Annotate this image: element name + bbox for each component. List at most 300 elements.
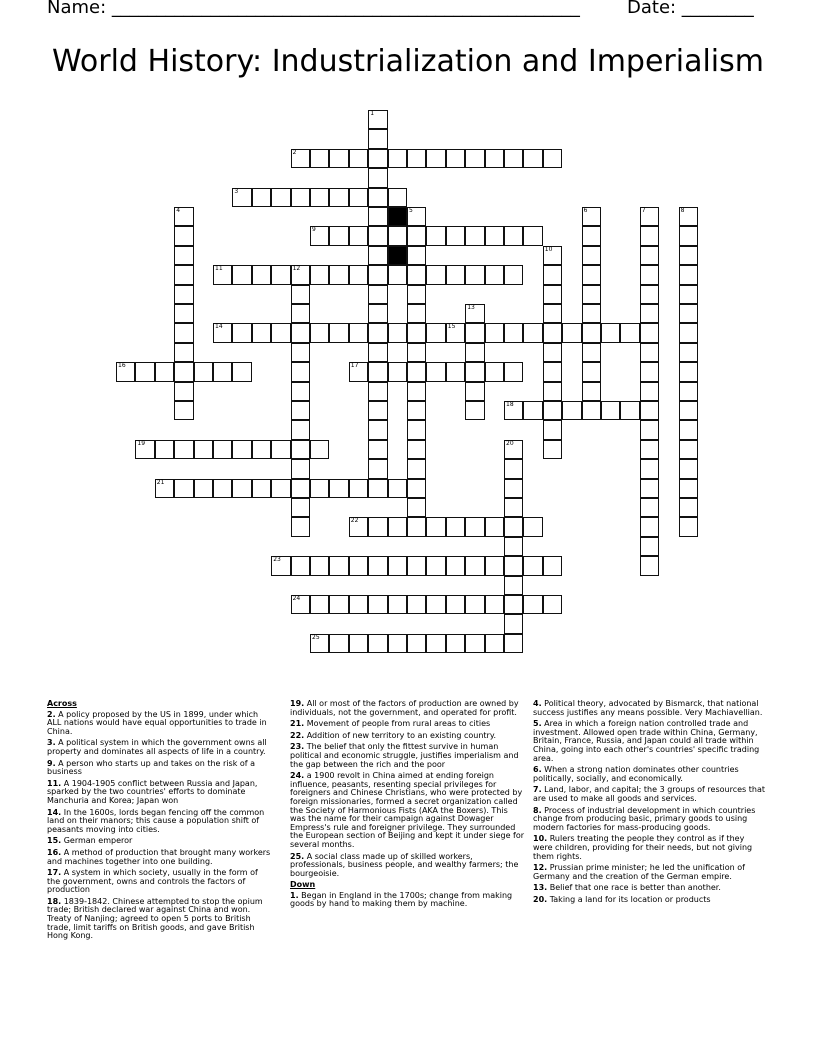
crossword-cell[interactable] [368, 129, 387, 148]
crossword-cell[interactable] [329, 556, 348, 575]
crossword-cell[interactable] [446, 265, 465, 284]
crossword-cell[interactable] [291, 556, 310, 575]
crossword-cell[interactable] [388, 265, 407, 284]
crossword-cell[interactable] [407, 479, 426, 498]
crossword-cell[interactable] [465, 149, 484, 168]
crossword-cell[interactable] [543, 595, 562, 614]
crossword-cell[interactable] [620, 401, 639, 420]
crossword-cell[interactable] [310, 323, 329, 342]
crossword-cell[interactable] [543, 149, 562, 168]
crossword-cell[interactable] [194, 362, 213, 381]
crossword-cell[interactable] [504, 537, 523, 556]
crossword-cell[interactable] [310, 595, 329, 614]
crossword-cell[interactable] [213, 362, 232, 381]
crossword-cell[interactable] [465, 634, 484, 653]
crossword-cell[interactable] [368, 459, 387, 478]
crossword-cell[interactable] [349, 265, 368, 284]
crossword-cell[interactable] [368, 595, 387, 614]
crossword-cell[interactable] [543, 556, 562, 575]
crossword-cell[interactable] [504, 440, 523, 459]
clue-item [290, 892, 525, 909]
crossword-cell[interactable] [368, 440, 387, 459]
crossword-cell[interactable] [135, 362, 154, 381]
clue-number: 21 [156, 478, 165, 486]
crossword-cell[interactable] [271, 479, 290, 498]
crossword-cell[interactable] [116, 362, 135, 381]
crossword-cell[interactable] [310, 479, 329, 498]
crossword-cell[interactable] [407, 362, 426, 381]
crossword-cell[interactable] [291, 304, 310, 323]
crossword-cell[interactable] [349, 323, 368, 342]
crossword-cell[interactable] [291, 188, 310, 207]
clue-item [290, 700, 525, 717]
crossword-cell[interactable] [504, 401, 523, 420]
crossword-cell[interactable] [388, 323, 407, 342]
crossword-cell[interactable] [485, 362, 504, 381]
clue-number: 7 [641, 207, 646, 214]
crossword-cell[interactable] [310, 226, 329, 245]
crossword-cell[interactable] [310, 265, 329, 284]
crossword-cell[interactable] [504, 595, 523, 614]
clue-text: A 1904-1905 conflict between Russia and Japan, sparked by the two countries' efforts to dominate Manchuria and Korea; Japan won [47, 778, 258, 805]
crossword-cell[interactable] [310, 440, 329, 459]
crossword-cell[interactable] [465, 401, 484, 420]
crossword-cell[interactable] [407, 343, 426, 362]
crossword-cell[interactable] [329, 149, 348, 168]
crossword-cell[interactable] [252, 265, 271, 284]
crossword-cell[interactable] [504, 323, 523, 342]
crossword-cell[interactable] [368, 362, 387, 381]
crossword-cell[interactable] [368, 168, 387, 187]
crossword-cell[interactable] [582, 362, 601, 381]
crossword-cell[interactable] [291, 362, 310, 381]
crossword-cell[interactable] [407, 323, 426, 342]
crossword-cell[interactable] [426, 323, 445, 342]
crossword-cell[interactable] [388, 479, 407, 498]
crossword-cell[interactable] [679, 362, 698, 381]
name-field[interactable]: Name: ____________________________________________________ [47, 0, 580, 18]
crossword-cell[interactable] [426, 517, 445, 536]
crossword-cell[interactable] [349, 149, 368, 168]
crossword-cell[interactable] [523, 149, 542, 168]
crossword-cell[interactable] [504, 614, 523, 633]
crossword-cell[interactable] [465, 595, 484, 614]
crossword-cell[interactable] [426, 556, 445, 575]
crossword-cell[interactable] [291, 265, 310, 284]
crossword-cell[interactable] [388, 556, 407, 575]
crossword-cell[interactable] [310, 556, 329, 575]
crossword-cell[interactable] [601, 323, 620, 342]
crossword-cell[interactable] [562, 323, 581, 342]
crossword-cell[interactable] [291, 285, 310, 304]
clue-text: Began in England in the 1700s; change from making goods by hand to making them by machine. [290, 890, 513, 909]
crossword-cell[interactable] [407, 226, 426, 245]
crossword-cell[interactable] [174, 207, 193, 226]
crossword-cell[interactable] [271, 440, 290, 459]
crossword-cell[interactable] [368, 479, 387, 498]
crossword-cell[interactable] [504, 265, 523, 284]
crossword-cell[interactable] [543, 362, 562, 381]
crossword-cell[interactable] [679, 401, 698, 420]
crossword-cell[interactable] [291, 479, 310, 498]
crossword-cell[interactable] [679, 285, 698, 304]
crossword-cell[interactable] [465, 517, 484, 536]
crossword-cell[interactable] [368, 265, 387, 284]
crossword-cell[interactable] [640, 285, 659, 304]
black-square [388, 207, 407, 226]
crossword-cell[interactable] [349, 634, 368, 653]
crossword-cell[interactable] [679, 207, 698, 226]
crossword-cell[interactable] [446, 362, 465, 381]
crossword-cell[interactable] [271, 188, 290, 207]
crossword-cell[interactable] [679, 479, 698, 498]
crossword-cell[interactable] [601, 401, 620, 420]
clue-item [290, 772, 525, 849]
crossword-cell[interactable] [368, 149, 387, 168]
crossword-cell[interactable] [368, 382, 387, 401]
crossword-cell[interactable] [640, 479, 659, 498]
crossword-cell[interactable] [213, 265, 232, 284]
crossword-cell[interactable] [291, 595, 310, 614]
crossword-cell[interactable] [349, 595, 368, 614]
crossword-cell[interactable] [135, 440, 154, 459]
crossword-cell[interactable] [504, 576, 523, 595]
crossword-cell[interactable] [582, 304, 601, 323]
crossword-cell[interactable] [407, 595, 426, 614]
crossword-cell[interactable] [504, 362, 523, 381]
crossword-cell[interactable] [485, 634, 504, 653]
crossword-cell[interactable] [523, 226, 542, 245]
crossword-cell[interactable] [640, 440, 659, 459]
crossword-cell[interactable] [368, 285, 387, 304]
crossword-cell[interactable] [349, 479, 368, 498]
crossword-cell[interactable] [232, 479, 251, 498]
crossword-cell[interactable] [582, 343, 601, 362]
crossword-cell[interactable] [446, 149, 465, 168]
crossword-cell[interactable] [543, 420, 562, 439]
crossword-cell[interactable] [291, 420, 310, 439]
crossword-cell[interactable] [329, 634, 348, 653]
crossword-cell[interactable] [582, 226, 601, 245]
crossword-cell[interactable] [329, 188, 348, 207]
crossword-cell[interactable] [640, 556, 659, 575]
crossword-cell[interactable] [291, 149, 310, 168]
crossword-cell[interactable] [368, 110, 387, 129]
crossword-cell[interactable] [329, 595, 348, 614]
crossword-cell[interactable] [640, 401, 659, 420]
crossword-cell[interactable] [407, 246, 426, 265]
crossword-cell[interactable] [543, 440, 562, 459]
crossword-cell[interactable] [504, 459, 523, 478]
crossword-cell[interactable] [523, 401, 542, 420]
crossword-cell[interactable] [504, 634, 523, 653]
crossword-cell[interactable] [543, 285, 562, 304]
crossword-cell[interactable] [485, 226, 504, 245]
crossword-cell[interactable] [620, 323, 639, 342]
crossword-cell[interactable] [543, 382, 562, 401]
crossword-cell[interactable] [368, 401, 387, 420]
crossword-cell[interactable] [174, 285, 193, 304]
crossword-cell[interactable] [232, 440, 251, 459]
crossword-cell[interactable] [368, 304, 387, 323]
crossword-cell[interactable] [504, 149, 523, 168]
crossword-cell[interactable] [465, 343, 484, 362]
crossword-cell[interactable] [407, 149, 426, 168]
crossword-cell[interactable] [465, 226, 484, 245]
crossword-cell[interactable] [640, 304, 659, 323]
crossword-cell[interactable] [388, 595, 407, 614]
clue-number: 25 [312, 633, 320, 641]
page-title: World History: Industrialization and Imperialism [52, 44, 764, 79]
crossword-cell[interactable] [174, 226, 193, 245]
crossword-cell[interactable] [679, 265, 698, 284]
crossword-cell[interactable] [194, 440, 213, 459]
crossword-cell[interactable] [174, 362, 193, 381]
crossword-cell[interactable] [155, 362, 174, 381]
crossword-cell[interactable] [504, 556, 523, 575]
crossword-cell[interactable] [640, 459, 659, 478]
crossword-cell[interactable] [407, 207, 426, 226]
clue-number: 22 [350, 517, 359, 525]
crossword-cell[interactable] [407, 517, 426, 536]
crossword-cell[interactable] [388, 362, 407, 381]
clue-item [533, 896, 765, 905]
crossword-cell[interactable] [465, 265, 484, 284]
crossword-cell[interactable] [679, 498, 698, 517]
crossword-cell[interactable] [640, 207, 659, 226]
crossword-cell[interactable] [213, 479, 232, 498]
crossword-cell[interactable] [174, 323, 193, 342]
crossword-cell[interactable] [291, 498, 310, 517]
crossword-cell[interactable] [310, 188, 329, 207]
crossword-cell[interactable] [446, 323, 465, 342]
crossword-cell[interactable] [679, 304, 698, 323]
crossword-cell[interactable] [485, 517, 504, 536]
crossword-cell[interactable] [368, 207, 387, 226]
clue-number: 1 [370, 110, 375, 117]
crossword-cell[interactable] [426, 595, 445, 614]
crossword-cell[interactable] [388, 517, 407, 536]
crossword-cell[interactable] [174, 304, 193, 323]
date-field[interactable]: Date: ________ [627, 0, 754, 18]
crossword-cell[interactable] [291, 459, 310, 478]
crossword-cell[interactable] [291, 382, 310, 401]
crossword-cell[interactable] [523, 517, 542, 536]
crossword-cell[interactable] [232, 265, 251, 284]
crossword-cell[interactable] [640, 517, 659, 536]
crossword-cell[interactable] [640, 362, 659, 381]
crossword-cell[interactable] [310, 149, 329, 168]
crossword-cell[interactable] [523, 556, 542, 575]
crossword-cell[interactable] [349, 226, 368, 245]
crossword-cell[interactable] [368, 420, 387, 439]
crossword-cell[interactable] [465, 556, 484, 575]
crossword-cell[interactable] [329, 265, 348, 284]
crossword-cell[interactable] [640, 420, 659, 439]
crossword-cell[interactable] [368, 323, 387, 342]
crossword-cell[interactable] [174, 382, 193, 401]
crossword-cell[interactable] [446, 634, 465, 653]
crossword-cell[interactable] [368, 226, 387, 245]
clue-number: 14 [215, 323, 223, 331]
crossword-cell[interactable] [426, 149, 445, 168]
crossword-cell[interactable] [368, 343, 387, 362]
crossword-cell[interactable] [465, 323, 484, 342]
crossword-cell[interactable] [640, 323, 659, 342]
crossword-cell[interactable] [174, 343, 193, 362]
crossword-cell[interactable] [504, 517, 523, 536]
clue-item [533, 786, 765, 803]
crossword-cell[interactable] [407, 265, 426, 284]
crossword-cell[interactable] [232, 323, 251, 342]
crossword-cell[interactable] [368, 634, 387, 653]
crossword-cell[interactable] [252, 440, 271, 459]
crossword-cell[interactable] [252, 323, 271, 342]
crossword-cell[interactable] [543, 304, 562, 323]
crossword-cell[interactable] [679, 440, 698, 459]
crossword-cell[interactable] [388, 188, 407, 207]
crossword-cell[interactable] [174, 246, 193, 265]
crossword-cell[interactable] [155, 440, 174, 459]
crossword-cell[interactable] [504, 226, 523, 245]
crossword-cell[interactable] [640, 382, 659, 401]
crossword-cell[interactable] [446, 595, 465, 614]
crossword-cell[interactable] [582, 323, 601, 342]
crossword-cell[interactable] [523, 323, 542, 342]
crossword-cell[interactable] [291, 323, 310, 342]
crossword-cell[interactable] [368, 556, 387, 575]
crossword-cell[interactable] [446, 517, 465, 536]
crossword-cell[interactable] [426, 226, 445, 245]
crossword-cell[interactable] [562, 401, 581, 420]
crossword-cell[interactable] [368, 188, 387, 207]
crossword-cell[interactable] [252, 479, 271, 498]
crossword-cell[interactable] [640, 498, 659, 517]
crossword-cell[interactable] [485, 595, 504, 614]
crossword-cell[interactable] [407, 556, 426, 575]
crossword-cell[interactable] [679, 517, 698, 536]
crossword-cell[interactable] [232, 188, 251, 207]
crossword-cell[interactable] [407, 285, 426, 304]
clue-number: 20 [506, 439, 514, 447]
crossword-cell[interactable] [388, 149, 407, 168]
crossword-cell[interactable] [582, 207, 601, 226]
crossword-cell[interactable] [291, 440, 310, 459]
crossword-cell[interactable] [543, 343, 562, 362]
crossword-cell[interactable] [407, 304, 426, 323]
crossword-cell[interactable] [465, 382, 484, 401]
crossword-cell[interactable] [388, 634, 407, 653]
crossword-cell[interactable] [504, 479, 523, 498]
crossword-cell[interactable] [232, 362, 251, 381]
crossword-cell[interactable] [407, 459, 426, 478]
crossword-cell[interactable] [679, 246, 698, 265]
crossword-cell[interactable] [465, 362, 484, 381]
crossword-cell[interactable] [349, 556, 368, 575]
clue-number-label: 8. [533, 805, 542, 815]
crossword-cell[interactable] [194, 479, 213, 498]
crossword-cell[interactable] [329, 479, 348, 498]
crossword-cell[interactable] [504, 498, 523, 517]
crossword-cell[interactable] [310, 634, 329, 653]
crossword-cell[interactable] [271, 556, 290, 575]
crossword-cell[interactable] [271, 323, 290, 342]
crossword-cell[interactable] [640, 537, 659, 556]
crossword-cell[interactable] [174, 479, 193, 498]
crossword-cell[interactable] [679, 343, 698, 362]
crossword-cell[interactable] [679, 323, 698, 342]
crossword-cell[interactable] [349, 517, 368, 536]
crossword-cell[interactable] [407, 634, 426, 653]
crossword-cell[interactable] [329, 226, 348, 245]
crossword-cell[interactable] [291, 401, 310, 420]
crossword-cell[interactable] [407, 382, 426, 401]
crossword-cell[interactable] [640, 265, 659, 284]
crossword-cell[interactable] [446, 556, 465, 575]
crossword-cell[interactable] [407, 498, 426, 517]
crossword-cell[interactable] [291, 517, 310, 536]
crossword-cell[interactable] [407, 401, 426, 420]
crossword-cell[interactable] [582, 401, 601, 420]
crossword-cell[interactable] [368, 517, 387, 536]
crossword-cell[interactable] [485, 149, 504, 168]
crossword-cell[interactable] [679, 226, 698, 245]
crossword-cell[interactable] [155, 479, 174, 498]
crossword-cell[interactable] [523, 595, 542, 614]
crossword-cell[interactable] [426, 362, 445, 381]
crossword-cell[interactable] [426, 634, 445, 653]
crossword-cell[interactable] [485, 323, 504, 342]
crossword-cell[interactable] [640, 246, 659, 265]
crossword-cell[interactable] [582, 246, 601, 265]
crossword-cell[interactable] [485, 556, 504, 575]
crossword-cell[interactable] [291, 343, 310, 362]
crossword-cell[interactable] [582, 382, 601, 401]
crossword-cell[interactable] [543, 246, 562, 265]
crossword-cell[interactable] [446, 226, 465, 245]
crossword-cell[interactable] [368, 246, 387, 265]
crossword-cell[interactable] [582, 265, 601, 284]
crossword-cell[interactable] [543, 265, 562, 284]
crossword-cell[interactable] [349, 188, 368, 207]
crossword-cell[interactable] [407, 420, 426, 439]
crossword-cell[interactable] [407, 440, 426, 459]
crossword-cell[interactable] [252, 188, 271, 207]
crossword-cell[interactable] [174, 401, 193, 420]
crossword-cell[interactable] [679, 459, 698, 478]
clue-number: 2 [292, 148, 297, 156]
crossword-cell[interactable] [679, 382, 698, 401]
crossword-cell[interactable] [174, 265, 193, 284]
crossword-cell[interactable] [485, 265, 504, 284]
crossword-cell[interactable] [465, 304, 484, 323]
crossword-cell[interactable] [543, 323, 562, 342]
crossword-cell[interactable] [213, 323, 232, 342]
crossword-cell[interactable] [271, 265, 290, 284]
crossword-cell[interactable] [388, 226, 407, 245]
crossword-cell[interactable] [543, 401, 562, 420]
crossword-cell[interactable] [213, 440, 232, 459]
crossword-cell[interactable] [640, 226, 659, 245]
crossword-cell[interactable] [329, 323, 348, 342]
clue-text: German emperor [61, 836, 133, 846]
crossword-cell[interactable] [174, 440, 193, 459]
crossword-cell[interactable] [349, 362, 368, 381]
crossword-cell[interactable] [582, 285, 601, 304]
crossword-cell[interactable] [426, 265, 445, 284]
crossword-cell[interactable] [640, 343, 659, 362]
crossword-cell[interactable] [679, 420, 698, 439]
